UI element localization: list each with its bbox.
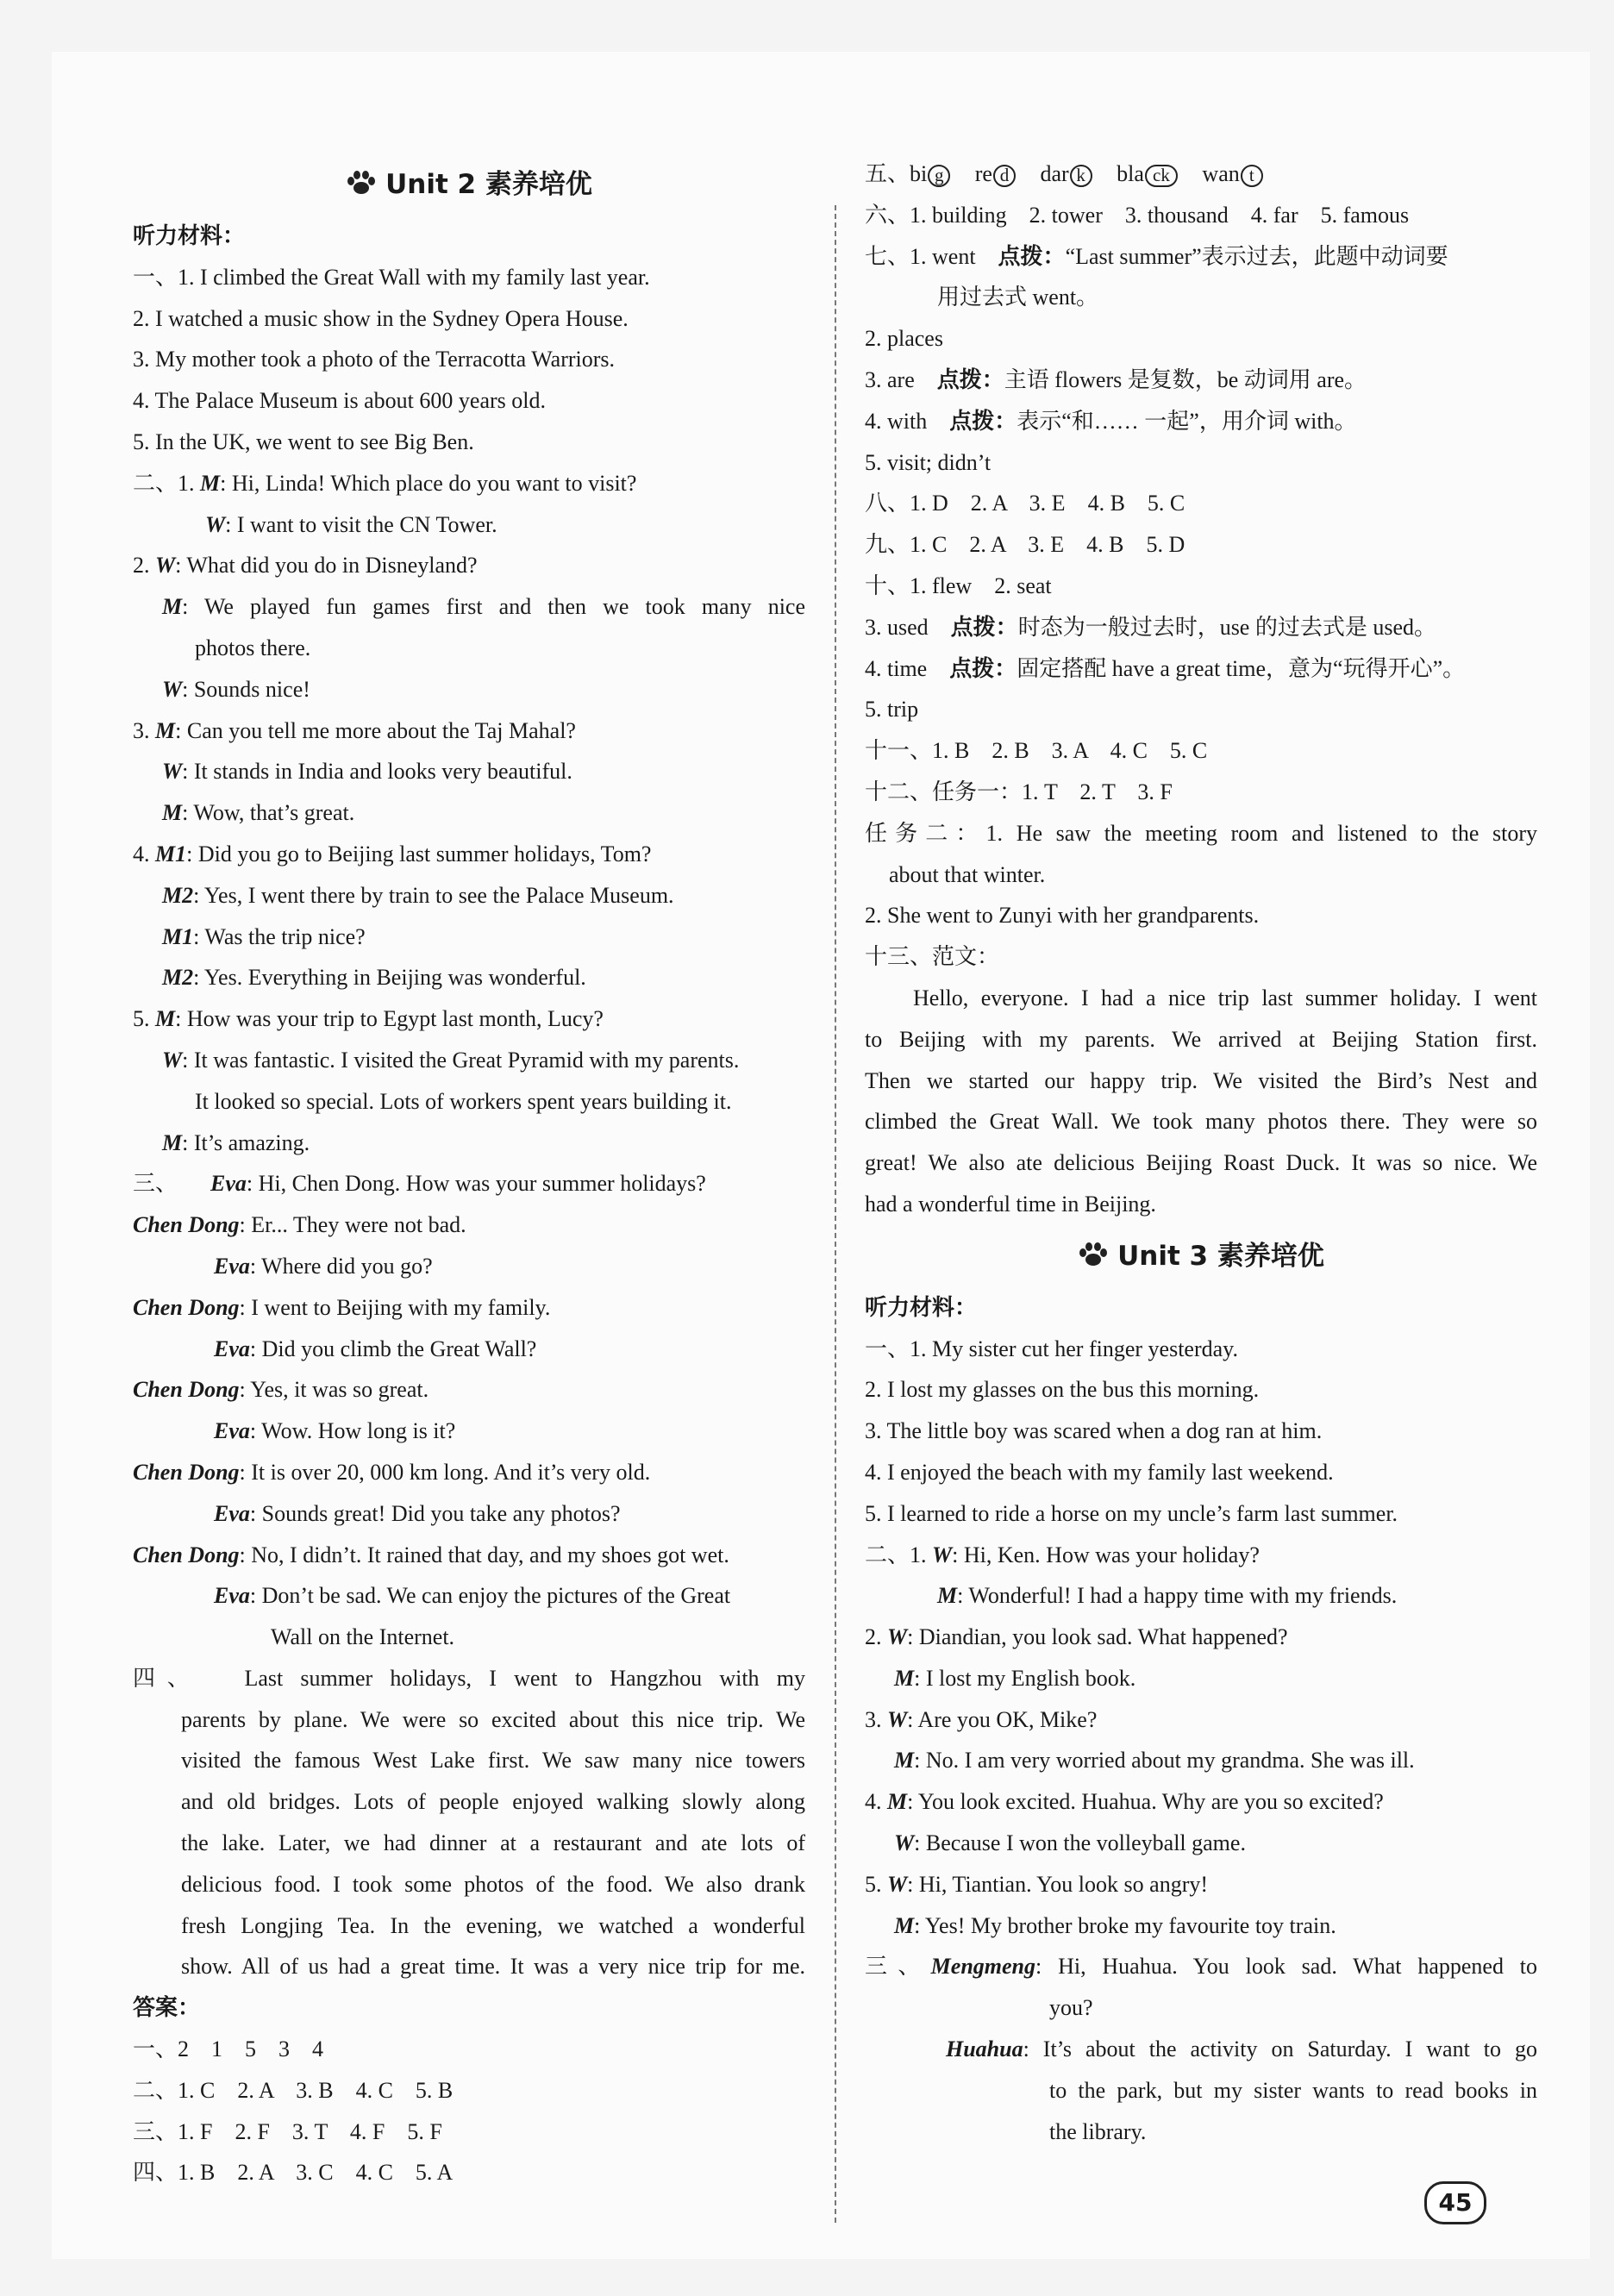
dialogue-line: M: Wow, that’s great.	[162, 800, 355, 826]
answer-line: 七、1. went 点拨：“Last summer”表示过去，此题中动词要	[865, 243, 1448, 269]
answer-line: 一、2 1 5 3 4	[133, 2036, 324, 2062]
list-item: 5. In the UK, we went to see Big Ben.	[133, 429, 474, 454]
dialogue-line: 二、1. W: Hi, Ken. How was your holiday?	[865, 1542, 1260, 1567]
answer-line: 任务二：1. He saw the meeting room and listened to the story	[865, 820, 1537, 846]
answer-line: 六、1. building 2. tower 3. thousand 4. far 5. famous	[865, 202, 1410, 228]
listening-label: 听力材料：	[133, 223, 246, 248]
answer-line: 二、1. C 2. A 3. B 4. C 5. B	[133, 2077, 454, 2103]
answer-line: 5. trip	[865, 697, 919, 723]
dialogue-line: 二、1. M: Hi, Linda! Which place do you want to visit?	[133, 470, 637, 496]
dialogue-line: M2: Yes, I went there by train to see the Palace Museum.	[162, 882, 674, 908]
passage-line: the lake. Later, we had dinner at a restaurant and ate lots of	[181, 1830, 805, 1856]
dialogue-line: M: We played fun games first and then we took many nice	[162, 594, 805, 620]
dialogue-line: 三、 Eva: Hi, Chen Dong. How was your summer holidays?	[133, 1171, 706, 1197]
dialogue-line: Chen Dong: No, I didn’t. It rained that day, and my shoes got wet.	[133, 1542, 729, 1567]
list-item: 一、1. I climbed the Great Wall with my family last year.	[133, 264, 650, 290]
unit-3-title	[865, 1225, 1537, 1287]
page-number: 45	[1424, 2181, 1486, 2224]
answer-line: 十三、范文：	[865, 944, 1000, 970]
answer-line: 十、1. flew 2. seat	[865, 572, 1052, 598]
answer-line: 十一、1. B 2. B 3. A 4. C 5. C	[865, 738, 1208, 764]
page	[52, 52, 1590, 2259]
dialogue-line: 5. W: Hi, Tiantian. You look so angry!	[865, 1871, 1209, 1897]
passage-line: had a wonderful time in Beijing.	[865, 1191, 1156, 1217]
list-item: 2. I watched a music show in the Sydney Opera House.	[133, 305, 629, 331]
dialogue-line: you?	[1049, 1995, 1093, 2021]
passage-line: to Beijing with my parents. We arrived at Beijing Station first.	[865, 1026, 1537, 1052]
passage-line: delicious food. I took some photos of the food. We also drank	[181, 1871, 805, 1897]
dialogue-line: 4. M: You look excited. Huahua. Why are you so excited?	[865, 1789, 1384, 1815]
dialogue-line: M: Wonderful! I had a happy time with my friends.	[937, 1583, 1398, 1609]
dialogue-line: to the park, but my sister wants to read books in	[1049, 2077, 1537, 2103]
dialogue-line: Chen Dong: It is over 20, 000 km long. And it’s very old.	[133, 1459, 651, 1485]
dialogue-line: Huahua: It’s about the activity on Saturday. I want to go	[946, 2036, 1537, 2062]
passage-line: parents by plane. We were so excited about this nice trip. We	[181, 1706, 805, 1732]
passage-line: and old bridges. Lots of people enjoyed walking slowly along	[181, 1789, 805, 1815]
list-item: 3. My mother took a photo of the Terracotta Warriors.	[133, 347, 616, 372]
dialogue-line: Eva: Wow. How long is it?	[214, 1418, 456, 1444]
answer-line: 十二、任务一：1. T 2. T 3. F	[865, 779, 1173, 804]
answer-line: 用过去式 went。	[937, 285, 1099, 310]
list-item: 一、1. My sister cut her finger yesterday.	[865, 1336, 1238, 1361]
dialogue-line: Chen Dong: Er... They were not bad.	[133, 1212, 466, 1238]
passage-line: Hello, everyone. I had a nice trip last summer holiday. I went	[913, 985, 1537, 1010]
listening-label: 听力材料：	[865, 1294, 978, 1320]
dialogue-line: the library.	[1049, 2118, 1147, 2144]
dialogue-line: 5. M: How was your trip to Egypt last month, Lucy?	[133, 1006, 604, 1032]
dialogue-line: W: I want to visit the CN Tower.	[205, 511, 497, 537]
paw-icon	[1078, 1242, 1109, 1267]
left-column	[133, 153, 805, 2193]
answers-label: 答案：	[133, 1995, 201, 2021]
answer-line: 三、1. F 2. F 3. T 4. F 5. F	[133, 2118, 442, 2144]
passage-line: great! We also ate delicious Beijing Roast Duck. It was so nice. We	[865, 1150, 1537, 1176]
dialogue-line: Eva: Where did you go?	[214, 1253, 433, 1279]
dialogue-line: 3. W: Are you OK, Mike?	[865, 1706, 1098, 1732]
dialogue-line: M1: Was the trip nice?	[162, 923, 366, 949]
dialogue-line: 2. W: Diandian, you look sad. What happened?	[865, 1624, 1288, 1650]
paw-icon	[346, 170, 377, 196]
dialogue-line: Chen Dong: I went to Beijing with my family.	[133, 1294, 551, 1320]
passage-line: Then we started our happy trip. We visited the Bird’s Nest and	[865, 1067, 1537, 1093]
right-column	[865, 153, 1537, 2152]
answer-line: 九、1. C 2. A 3. E 4. B 5. D	[865, 532, 1185, 558]
list-item: 4. I enjoyed the beach with my family last weekend.	[865, 1459, 1334, 1485]
answer-line: 四、1. B 2. A 3. C 4. C 5. A	[133, 2160, 454, 2186]
dialogue-line: 2. W: What did you do in Disneyland?	[133, 553, 478, 579]
passage-line: climbed the Great Wall. We took many photos there. They were so	[865, 1109, 1537, 1135]
answer-line: 八、1. D 2. A 3. E 4. B 5. C	[865, 491, 1185, 516]
unit-3-title-text: Unit 3 素养培优	[1117, 1240, 1324, 1272]
answer-line: 4. with 点拨：表示“和…… 一起”，用介词 with。	[865, 408, 1357, 434]
dialogue-line: W: It stands in India and looks very beautiful.	[162, 759, 572, 785]
dialogue-line: 4. M1: Did you go to Beijing last summer holidays, Tom?	[133, 841, 652, 866]
answer-line: 3. used 点拨：时态为一般过去时，use 的过去式是 used。	[865, 614, 1437, 640]
dialogue-line: M: Yes! My brother broke my favourite toy train.	[894, 1912, 1336, 1938]
dialogue-line: M: No. I am very worried about my grandma. She was ill.	[894, 1748, 1415, 1774]
dialogue-line: W: It was fantastic. I visited the Great Pyramid with my parents.	[162, 1047, 740, 1073]
answer-line: 4. time 点拨：固定搭配 have a great time，意为“玩得开心”。	[865, 655, 1466, 681]
dialogue-line: photos there.	[195, 635, 311, 660]
unit-2-title-text: Unit 2 素养培优	[385, 169, 592, 200]
passage-line: visited the famous West Lake first. We saw many nice towers	[181, 1748, 805, 1774]
answer-line: 五、bi g re d dar k bla ck wan t	[865, 153, 1537, 195]
answer-line: 2. places	[865, 326, 943, 352]
dialogue-line: Eva: Sounds great! Did you take any photos?	[214, 1500, 621, 1526]
dialogue-line: Eva: Did you climb the Great Wall?	[214, 1336, 537, 1361]
list-item: 5. I learned to ride a horse on my uncle’s farm last summer.	[865, 1500, 1398, 1526]
passage-line: fresh Longjing Tea. In the evening, we watched a wonderful	[181, 1912, 805, 1938]
passage-line: show. All of us had a great time. It was a very nice trip for me.	[181, 1954, 805, 1980]
dialogue-line: Wall on the Internet.	[271, 1624, 455, 1650]
dialogue-line: 3. M: Can you tell me more about the Taj Mahal?	[133, 717, 576, 743]
answer-line: 2. She went to Zunyi with her grandparents.	[865, 903, 1260, 929]
list-item: 4. The Palace Museum is about 600 years old.	[133, 388, 546, 414]
passage-line: 四、 Last summer holidays, I went to Hangzhou with my	[133, 1665, 805, 1691]
dialogue-line: M2: Yes. Everything in Beijing was wonderful.	[162, 965, 586, 991]
unit-2-title	[133, 153, 805, 216]
dialogue-line: M: It’s amazing.	[162, 1129, 310, 1155]
answer-line: 3. are 点拨：主语 flowers 是复数，be 动词用 are。	[865, 366, 1367, 392]
answer-line: 5. visit; didn’t	[865, 449, 992, 475]
dialogue-line: W: Because I won the volleyball game.	[894, 1830, 1246, 1856]
list-item: 2. I lost my glasses on the bus this morning.	[865, 1377, 1260, 1403]
dialogue-line: It looked so special. Lots of workers spent years building it.	[195, 1088, 732, 1114]
dialogue-line: W: Sounds nice!	[162, 676, 310, 702]
answer-line: about that winter.	[889, 861, 1046, 887]
column-divider	[835, 205, 836, 2223]
dialogue-line: M: I lost my English book.	[894, 1665, 1136, 1691]
dialogue-line: Eva: Don’t be sad. We can enjoy the pictures of the Great	[214, 1583, 731, 1609]
list-item: 3. The little boy was scared when a dog ran at him.	[865, 1418, 1323, 1444]
dialogue-line: 三、Mengmeng: Hi, Huahua. You look sad. What happened to	[865, 1954, 1537, 1980]
dialogue-line: Chen Dong: Yes, it was so great.	[133, 1377, 429, 1403]
